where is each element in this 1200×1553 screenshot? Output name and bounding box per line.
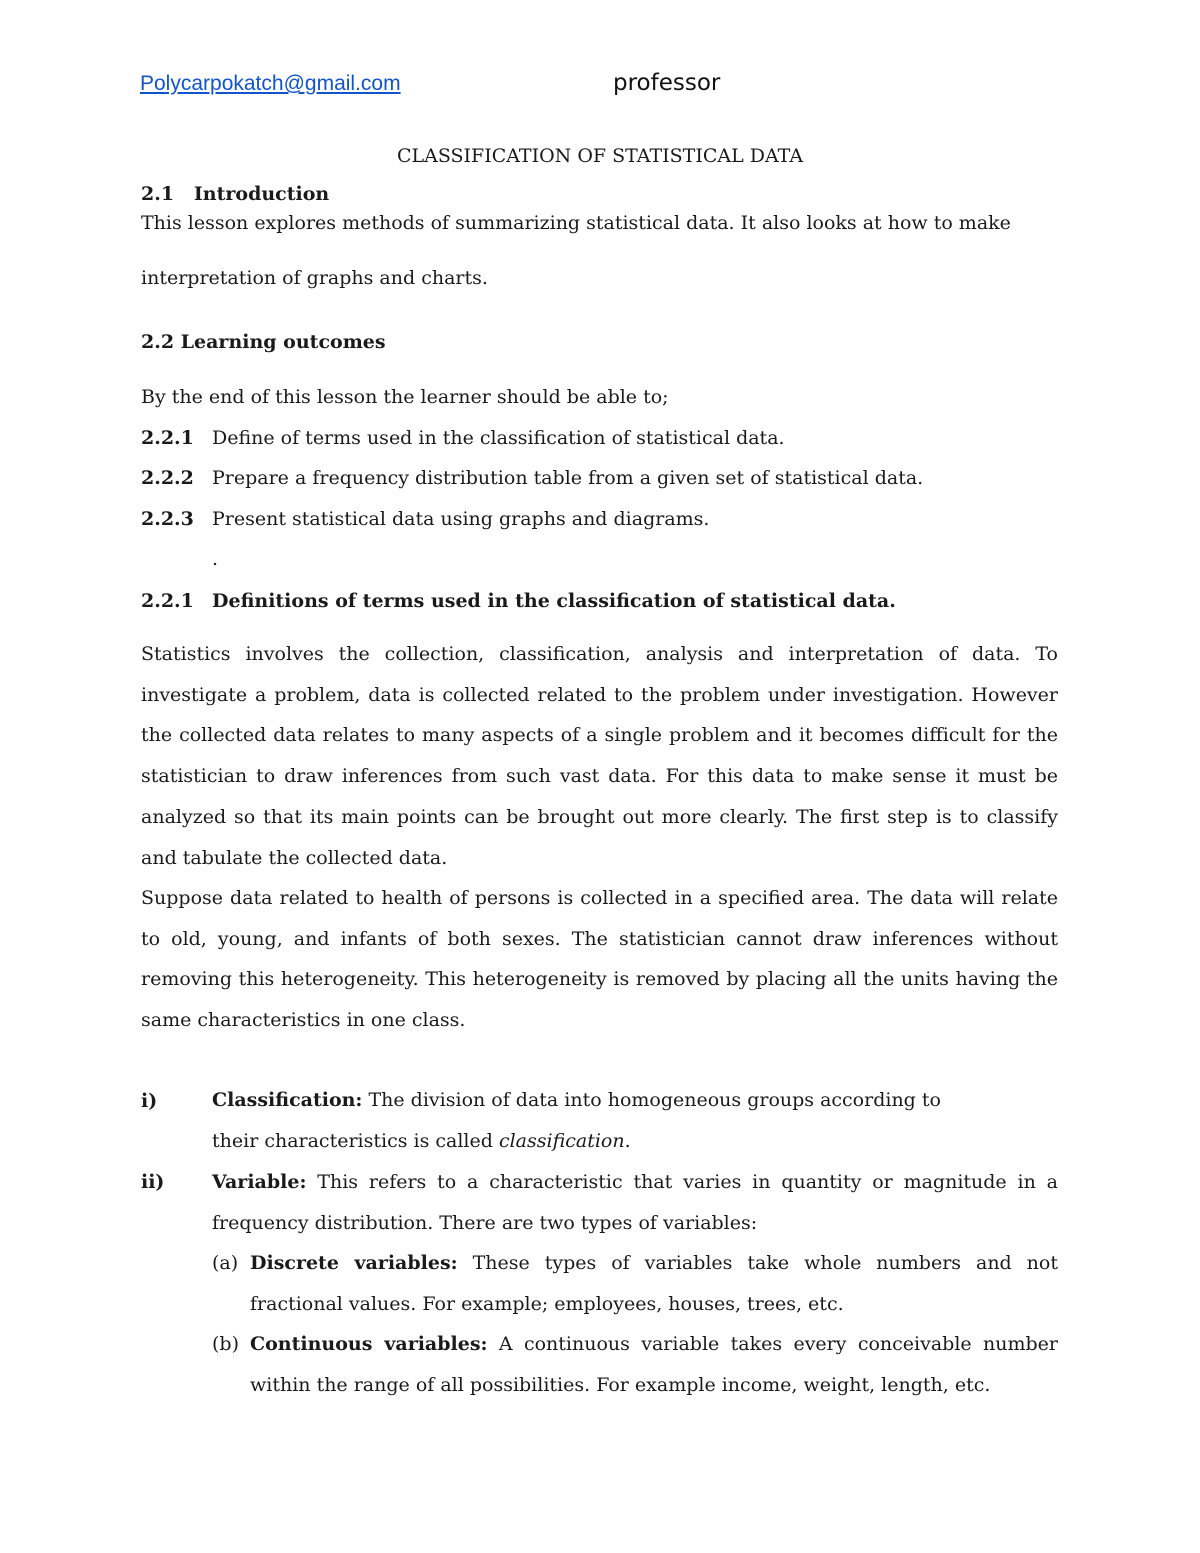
outcome-text: Present statistical data using graphs and diagrams. <box>212 508 710 530</box>
outcome-text: Define of terms used in the classification of statistical data. <box>212 427 785 449</box>
term-marker: i) <box>141 1090 158 1112</box>
intro-heading-number: 2.1 <box>141 183 175 205</box>
author-email-link[interactable]: Polycarpokatch@gmail.com <box>140 72 401 95</box>
variable-type-label: Continuous variables: <box>250 1333 488 1355</box>
term-text: This refers to a characteristic that varies in quantity or magnitude in a frequency distribution. There are two types of variables: <box>212 1171 1058 1234</box>
variable-type-continuous <box>250 1324 1058 1405</box>
term-emphasis: classification <box>498 1129 625 1152</box>
outcome-number: 2.2.3 <box>141 508 194 530</box>
definitions-paragraph-2: Suppose data related to health of persons is collected in a specified area. The data will relate to old, young, and infants of both sexes. The statistician cannot draw inferences without removing this heterogeneity. This heterogeneity is removed by placing all the units having the same characteristics in one class. <box>141 887 1058 1032</box>
stray-period: . <box>212 548 219 570</box>
term-text: The division of data into homogeneous groups according to their characteristics is called <box>212 1089 941 1152</box>
document-title: CLASSIFICATION OF STATISTICAL DATA <box>396 145 804 167</box>
outcome-number: 2.2.1 <box>141 427 194 449</box>
outcome-number: 2.2.2 <box>141 467 194 489</box>
variable-type-marker: (b) <box>212 1333 239 1355</box>
term-label: Classification: <box>212 1089 363 1111</box>
definitions-paragraph-1: Statistics involves the collection, classification, analysis and interpretation of data. To investigate a problem, data is collected related to the problem under investigation. However the collected data relates to many aspects of a single problem and it becomes difficult for the statistician to draw inferences from such vast data. For this data to make sense it must be analyzed so that its main points can be brought out more clearly. The first step is to classify and tabulate the collected data. <box>141 643 1058 869</box>
definitions-number: 2.2.1 <box>141 590 194 612</box>
term-classification <box>212 1080 972 1161</box>
intro-line-2: interpretation of graphs and charts. <box>141 267 488 289</box>
term-variable <box>212 1162 1058 1243</box>
outcomes-lead: By the end of this lesson the learner should be able to; <box>141 386 669 408</box>
term-marker: ii) <box>141 1171 165 1193</box>
variable-type-label: Discrete variables: <box>250 1252 458 1274</box>
variable-type-text: These types of variables take whole numbers and not fractional values. For example; employees, houses, trees, etc. <box>250 1252 1058 1315</box>
intro-line-1: This lesson explores methods of summarizing statistical data. It also looks at how to make <box>141 212 1011 234</box>
outcome-text: Prepare a frequency distribution table from a given set of statistical data. <box>212 467 924 489</box>
variable-type-discrete <box>250 1243 1058 1324</box>
outcomes-heading: 2.2 Learning outcomes <box>141 331 386 353</box>
variable-type-text: A continuous variable takes every conceivable number within the range of all possibilities. For example income, weight, length, etc. <box>250 1333 1058 1396</box>
definitions-heading: Definitions of terms used in the classification of statistical data. <box>212 590 896 612</box>
author-role: professor <box>613 70 721 96</box>
intro-heading-text: Introduction <box>193 183 330 205</box>
term-end: . <box>624 1129 631 1152</box>
intro-heading <box>141 183 329 205</box>
term-label: Variable: <box>212 1171 307 1193</box>
variable-type-marker: (a) <box>212 1252 239 1274</box>
